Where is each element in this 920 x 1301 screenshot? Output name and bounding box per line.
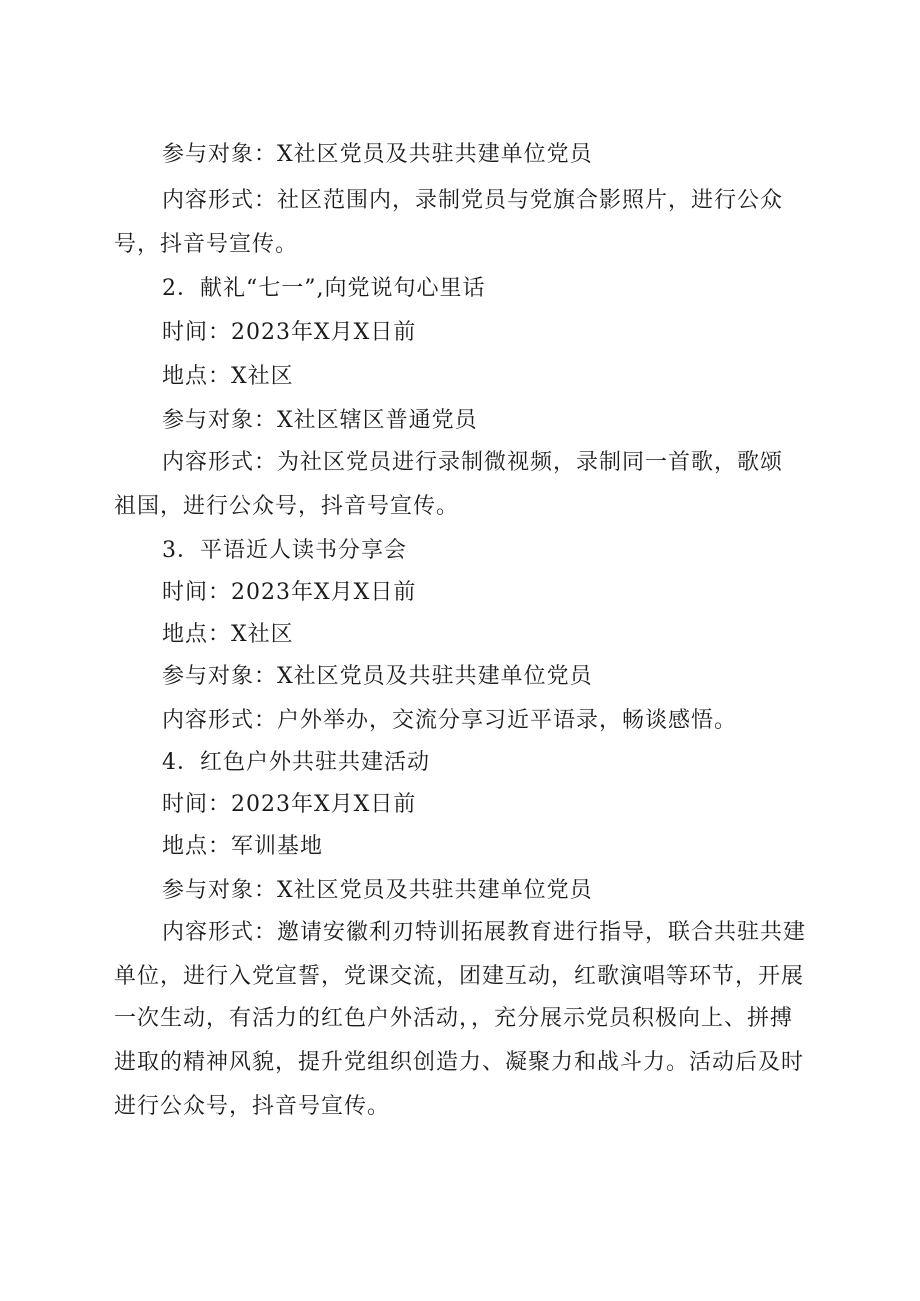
paragraph-line: 参与对象：X社区辖区普通党员 xyxy=(162,408,478,433)
paragraph-line: 地点：X社区 xyxy=(162,364,294,389)
paragraph-line: 内容形式：户外举办，交流分享习近平语录，畅谈感悟。 xyxy=(162,708,738,733)
paragraph-line: 单位，进行入党宣誓，党课交流，团建互动，红歌演唱等环节，开展 xyxy=(114,964,805,989)
paragraph-line: 进取的精神风貌，提升党组织创造力、凝聚力和战斗力。活动后及时 xyxy=(114,1050,805,1075)
paragraph-line: 时间：2023年X月X日前 xyxy=(162,580,417,605)
paragraph-line: 一次生动，有活力的红色户外活动，，充分展示党员积极向上、拼搏 xyxy=(114,1006,794,1031)
paragraph-line: 号，抖音号宣传。 xyxy=(114,232,299,257)
paragraph-line: 时间：2023年X月X日前 xyxy=(162,792,417,817)
section-heading: 2．献礼“七一”,向党说句心里话 xyxy=(162,276,486,301)
paragraph-line: 地点：军训基地 xyxy=(162,834,324,859)
section-heading: 4．红色户外共驻共建活动 xyxy=(162,750,430,775)
paragraph-line: 进行公众号，抖音号宣传。 xyxy=(114,1094,391,1119)
paragraph-line: 内容形式：为社区党员进行录制微视频，录制同一首歌，歌颂 xyxy=(162,450,784,475)
paragraph-line: 参与对象：X社区党员及共驻共建单位党员 xyxy=(162,664,593,689)
paragraph-line: 时间：2023年X月X日前 xyxy=(162,320,417,345)
paragraph-line: 内容形式：社区范围内，录制党员与党旗合影照片，进行公众 xyxy=(162,188,784,213)
paragraph-line: 祖国，进行公众号，抖音号宣传。 xyxy=(114,494,460,519)
paragraph-line: 参与对象：X社区党员及共驻共建单位党员 xyxy=(162,878,593,903)
paragraph-line: 内容形式：邀请安徽利刃特训拓展教育进行指导，联合共驻共建 xyxy=(162,920,807,945)
section-heading: 3．平语近人读书分享会 xyxy=(162,538,407,563)
paragraph-line: 参与对象：X社区党员及共驻共建单位党员 xyxy=(162,142,593,167)
paragraph-line: 地点：X社区 xyxy=(162,622,294,647)
